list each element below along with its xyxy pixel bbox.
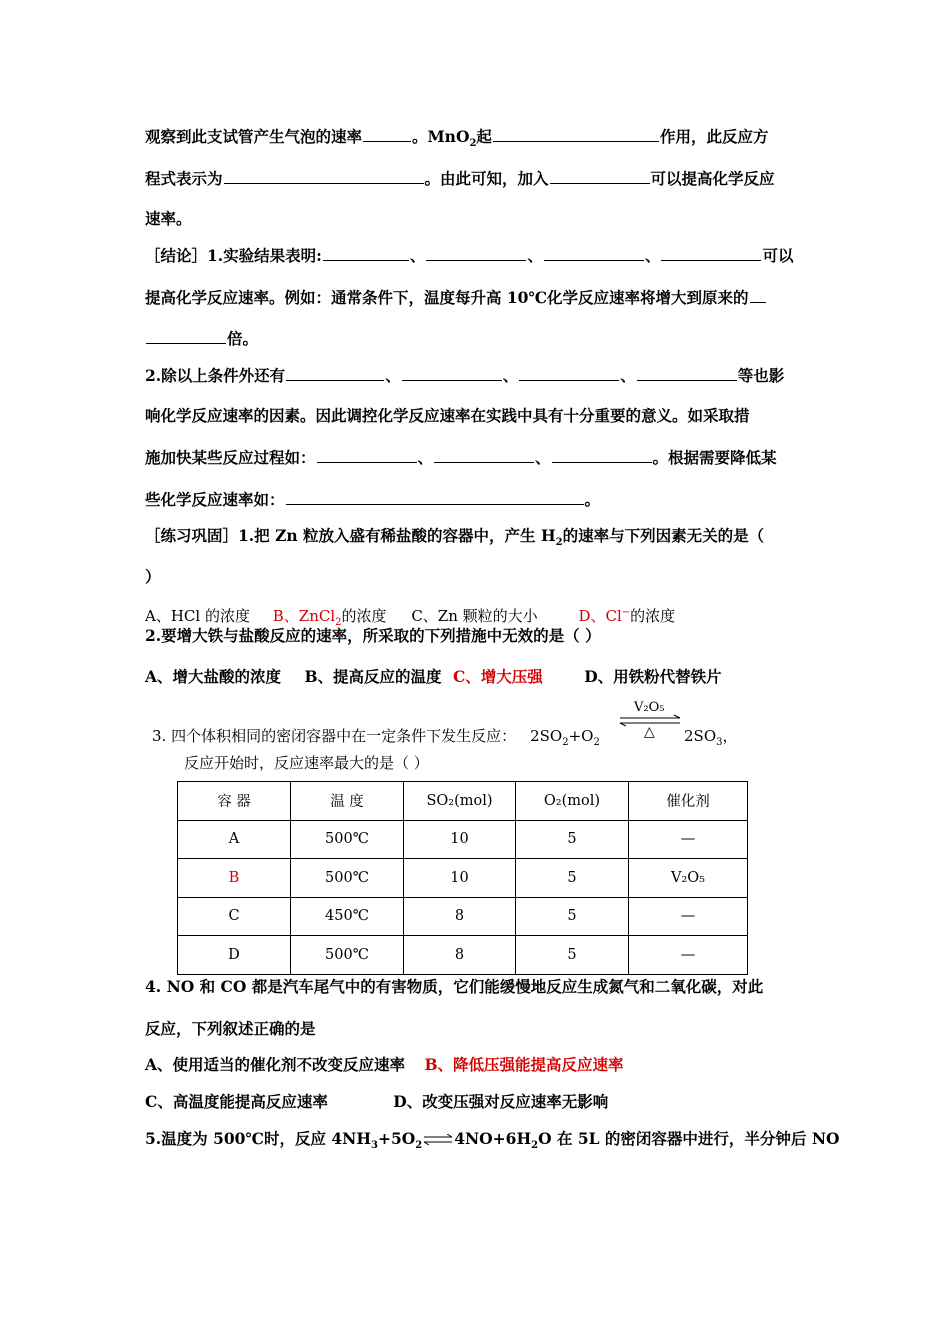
cell: C	[178, 897, 291, 936]
text: 反应开始时，反应速率最大的是（ ）	[184, 754, 429, 772]
q3-product	[684, 725, 738, 754]
subscript: 2	[469, 138, 477, 150]
cell-highlighted: B	[178, 859, 291, 898]
subscript: 3	[716, 737, 723, 748]
option-d-text: D、Cl	[578, 607, 622, 625]
cell: 10	[404, 859, 516, 898]
option-b[interactable]: B、降低压强能提高反应速率	[424, 1055, 624, 1074]
cell: 5	[516, 936, 629, 975]
cell: 8	[404, 897, 516, 936]
cell: 500℃	[291, 936, 404, 975]
text: +O	[568, 727, 594, 745]
text: 4NO+6H	[454, 1129, 532, 1148]
text: 提高化学反应速率。例如：通常条件下，温度每升高 10℃化学反应速率将增大到原来的	[145, 288, 749, 307]
answer-blank[interactable]	[750, 286, 766, 303]
text: 4. NO 和 CO 都是汽车尾气中的有害物质，它们能缓慢地反应生成氮气和二氧化碳，对此	[145, 977, 764, 996]
option-b-tail: 的浓度	[341, 607, 387, 625]
answer-blank[interactable]	[146, 327, 226, 344]
cell: 5	[516, 820, 629, 859]
answer-blank[interactable]	[550, 167, 650, 184]
text: 的速率与下列因素无关的是（	[562, 526, 765, 545]
option-d[interactable]	[578, 607, 630, 625]
text: 倍。	[227, 329, 259, 348]
experiment-table	[177, 781, 748, 975]
answer-blank[interactable]	[493, 125, 659, 142]
reaction-arrow	[616, 700, 686, 744]
table-row	[178, 859, 748, 898]
conclusion-line-3	[145, 327, 258, 350]
text: 施加快某些反应过程如：	[145, 448, 316, 467]
option-c[interactable]: C、Zn 颗粒的大小	[411, 607, 538, 625]
answer-blank[interactable]	[402, 364, 502, 381]
separator: 、	[409, 246, 426, 265]
text: 3. 四个体积相同的密闭容器中在一定条件下发生反应：	[152, 727, 517, 745]
answer-blank[interactable]	[434, 446, 534, 463]
text: 可以提高化学反应	[650, 169, 775, 188]
table-row	[178, 820, 748, 859]
option-a[interactable]: A、HCl 的浓度	[145, 607, 250, 625]
item2-line-3	[145, 446, 777, 469]
cell: D	[178, 936, 291, 975]
cell: —	[629, 936, 748, 975]
q4-line-1	[145, 976, 763, 998]
answer-blank[interactable]	[637, 364, 737, 381]
text: ，	[722, 727, 738, 745]
text: +5O	[377, 1129, 416, 1148]
cell: 450℃	[291, 897, 404, 936]
text: 2.要增大铁与盐酸反应的速率，所采取的下列措施中无效的是（ ）	[145, 626, 601, 645]
answer-blank[interactable]	[286, 364, 384, 381]
text: 观察到此支试管产生气泡的速率	[145, 127, 363, 146]
text: 。由此可知，加入	[424, 169, 549, 188]
cell: 10	[404, 820, 516, 859]
subscript: 2	[335, 617, 342, 628]
equilibrium-arrow-icon	[423, 1134, 453, 1146]
cell: 500℃	[291, 820, 404, 859]
text: ）	[145, 567, 161, 586]
text: 。	[584, 490, 601, 509]
q5-line-1	[145, 1128, 840, 1157]
q4-options-2	[145, 1091, 608, 1113]
text: O 在 5L 的密闭容器中进行，半分钟后 NO	[538, 1129, 840, 1148]
separator: 、	[417, 448, 434, 467]
header-o2: O₂(mol)	[516, 782, 629, 821]
conclusion-line-1	[145, 244, 793, 267]
q3-line-2	[184, 752, 429, 774]
text: 反应，下列叙述正确的是	[145, 1019, 316, 1038]
text: 。MnO	[412, 127, 470, 146]
answer-blank[interactable]	[661, 244, 761, 261]
paragraph-line-3	[145, 208, 192, 230]
header-so2: SO₂(mol)	[404, 782, 516, 821]
option-b-text: B、ZnCl	[272, 607, 336, 625]
heat-symbol: △	[644, 724, 655, 740]
answer-blank[interactable]	[552, 446, 652, 463]
option-c[interactable]: C、高温度能提高反应速率	[145, 1092, 328, 1111]
separator: 、	[535, 448, 551, 467]
separator: 、	[644, 246, 661, 265]
conclusion-line-2	[145, 286, 767, 309]
item2-line-1	[145, 364, 784, 387]
practice-q1-line-1	[145, 525, 764, 554]
q4-line-2	[145, 1018, 316, 1040]
text: 等也影	[737, 366, 785, 385]
q3-stem	[152, 725, 600, 754]
text: 程式表示为	[145, 169, 223, 188]
subscript: 2	[555, 537, 563, 549]
answer-blank[interactable]	[317, 446, 417, 463]
text: 起	[476, 127, 492, 146]
cell: V₂O₅	[629, 859, 748, 898]
cell: A	[178, 820, 291, 859]
superscript: −	[621, 607, 631, 618]
separator: 、	[527, 246, 543, 265]
text: 响化学反应速率的因素。因此调控化学反应速率在实践中具有十分重要的意义。如采取措	[145, 406, 750, 425]
q2-stem	[145, 625, 601, 647]
text: ［结论］1.实验结果表明:	[145, 246, 322, 265]
q4-options-1	[145, 1054, 624, 1076]
table-row	[178, 936, 748, 975]
text: 。根据需要降低某	[652, 448, 777, 467]
text: 2SO	[530, 727, 563, 745]
answer-blank[interactable]	[544, 244, 644, 261]
separator: 、	[385, 366, 401, 385]
q2-options	[145, 666, 722, 688]
text: 速率。	[145, 209, 192, 228]
item2-line-4	[145, 488, 600, 511]
equation-left	[530, 727, 600, 748]
answer-blank[interactable]	[323, 244, 409, 261]
answer-blank[interactable]	[519, 364, 619, 381]
subscript: 2	[562, 737, 569, 748]
catalyst-label: V₂O₅	[634, 700, 665, 715]
option-d[interactable]: D、用铁粉代替铁片	[584, 667, 722, 686]
option-b[interactable]	[272, 607, 342, 628]
option-d-tail: 的浓度	[630, 607, 676, 625]
paragraph-line-2	[145, 167, 775, 190]
paragraph-line-1	[145, 125, 768, 155]
table-header-row	[178, 782, 748, 821]
text: ［练习巩固］1.把 Zn 粒放入盛有稀盐酸的容器中，产生 H	[145, 526, 556, 545]
cell: 8	[404, 936, 516, 975]
practice-q1-line-2	[145, 566, 161, 588]
answer-blank[interactable]	[426, 244, 526, 261]
cell: 5	[516, 897, 629, 936]
text: 可以	[762, 246, 794, 265]
option-b[interactable]: B、提高反应的温度	[304, 667, 442, 686]
answer-blank[interactable]	[363, 125, 411, 142]
cell: 500℃	[291, 859, 404, 898]
option-c[interactable]: C、增大压强	[452, 667, 543, 686]
subscript: 2	[531, 1140, 539, 1152]
option-d[interactable]: D、改变压强对反应速率无影响	[393, 1092, 609, 1111]
text: 5.温度为 500℃时，反应 4NH	[145, 1129, 371, 1148]
option-a[interactable]: A、增大盐酸的浓度	[145, 667, 282, 686]
text: 2.除以上条件外还有	[145, 366, 286, 385]
separator: 、	[502, 366, 519, 385]
subscript: 2	[415, 1140, 423, 1152]
cell: 5	[516, 859, 629, 898]
separator: 、	[620, 366, 636, 385]
header-catalyst: 催化剂	[629, 782, 748, 821]
answer-blank[interactable]	[224, 167, 424, 184]
cell: —	[629, 820, 748, 859]
header-temperature: 温 度	[291, 782, 404, 821]
text: 作用，此反应方	[659, 127, 769, 146]
header-container: 容 器	[178, 782, 291, 821]
answer-blank[interactable]	[286, 488, 584, 505]
text: 些化学反应速率如：	[145, 490, 285, 509]
text: 2SO	[684, 727, 717, 745]
item2-line-2	[145, 405, 750, 427]
subscript: 2	[593, 737, 600, 748]
option-a[interactable]: A、使用适当的催化剂不改变反应速率	[145, 1055, 406, 1074]
table-row	[178, 897, 748, 936]
subscript: 3	[371, 1140, 378, 1152]
cell: —	[629, 897, 748, 936]
